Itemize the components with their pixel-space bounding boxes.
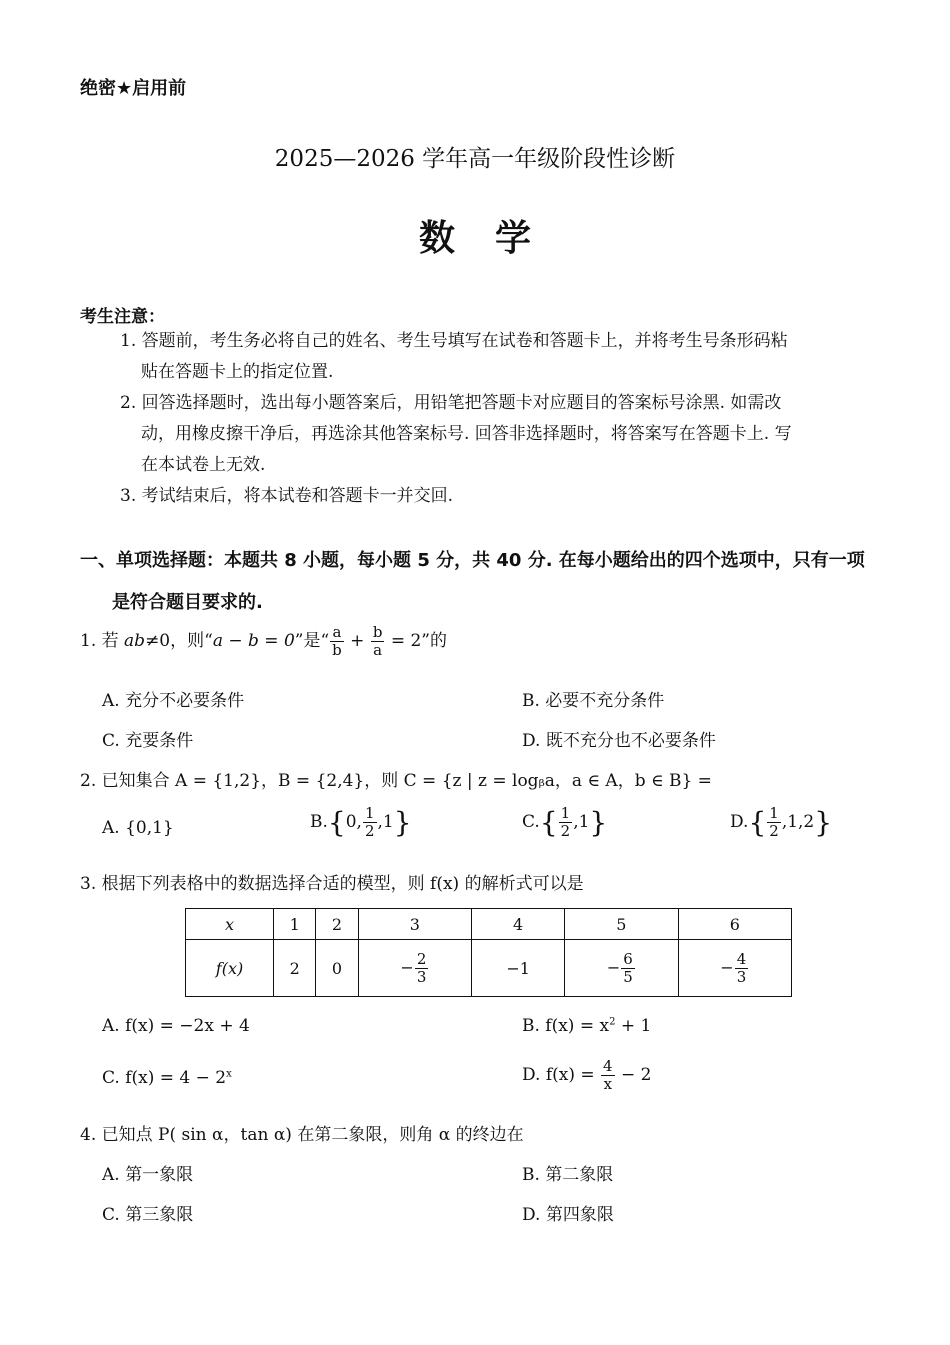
data-table <box>185 908 792 997</box>
section-heading-line2: 是符合题目要求的. <box>112 592 263 613</box>
q2-c-rbrace: } <box>589 806 608 839</box>
q3-c-a: C. f(x) = 4 − 2 <box>102 1068 227 1088</box>
table-cell: 2 <box>316 909 358 940</box>
q2-option-a: A. {0,1} <box>102 818 174 838</box>
q1-frac1-den: b <box>332 641 342 659</box>
q1-option-d: D. 既不充分也不必要条件 <box>522 731 716 751</box>
q2-d-label: D. <box>730 812 749 832</box>
q2-b-den: 2 <box>364 822 375 840</box>
cell-x-label: x <box>224 914 235 934</box>
q3-d-a: D. f(x) = <box>522 1065 601 1085</box>
cell-fraction <box>735 951 749 986</box>
table-cell: 6 <box>678 909 791 940</box>
q1-frac2-den: a <box>373 641 383 659</box>
q3-option-a: A. f(x) = −2x + 4 <box>102 1016 250 1036</box>
notice-item-1-cont: 贴在答题卡上的指定位置. <box>141 362 334 382</box>
q3-option-c <box>102 1068 232 1088</box>
q3-d-fraction <box>601 1058 615 1093</box>
q3-b-b: + 1 <box>615 1016 652 1036</box>
q1-text-b: ≠0，则“ <box>145 631 213 651</box>
table-cell: 1 <box>274 909 316 940</box>
q2-b-label: B. <box>310 812 328 832</box>
q2-b-rbrace: } <box>393 806 412 839</box>
confidential-label: 绝密★启用前 <box>80 78 187 99</box>
q2-c-num: 1 <box>560 804 571 822</box>
question-2: 2. 已知集合 A = {1,2}，B = {2,4}，则 C = {z | z = logᵦa，a ∈ A，b ∈ B} = <box>80 771 712 791</box>
cell-den: 3 <box>416 967 427 986</box>
cell-fraction <box>621 951 635 986</box>
table-cell <box>565 940 678 997</box>
q1-ab: ab <box>124 631 146 651</box>
q2-d-num: 1 <box>769 804 779 822</box>
q2-d-den: 2 <box>769 822 779 840</box>
q2-b-num: 1 <box>364 804 375 822</box>
cell-sign: − <box>400 957 414 977</box>
table-cell: 3 <box>358 909 471 940</box>
q2-b-fraction <box>363 805 377 840</box>
table-cell <box>186 940 274 997</box>
subject-title: 数学 <box>418 218 571 259</box>
q2-b-b: ,1 <box>377 812 394 832</box>
q4-option-c: C. 第三象限 <box>102 1205 194 1225</box>
q3-option-d <box>522 1058 651 1093</box>
table-cell <box>186 909 274 940</box>
q4-option-a: A. 第一象限 <box>102 1165 194 1185</box>
q1-plus: + <box>344 631 370 651</box>
question-4: 4. 已知点 P( sin α，tan α) 在第二象限，则角 α 的终边在 <box>80 1125 524 1145</box>
q2-c-lbrace: { <box>539 806 558 839</box>
q2-b-a: 0, <box>345 812 362 832</box>
q3-d-den: x <box>603 1075 613 1093</box>
cell-fraction <box>415 951 429 986</box>
q3-d-b: − 2 <box>615 1065 652 1085</box>
cell-sign: − <box>606 957 621 977</box>
q2-d-lbrace: { <box>748 806 767 839</box>
notice-item-2-cont2: 在本试卷上无效. <box>141 455 266 475</box>
q3-b-sup: 2 <box>609 1016 616 1028</box>
notice-heading: 考生注意： <box>80 307 165 327</box>
table-cell: 0 <box>316 940 358 997</box>
section-heading-line1: 一、单项选择题：本题共 8 小题，每小题 5 分，共 40 分. 在每小题给出的四个选项中，只有一项 <box>80 550 865 571</box>
cell-den: 5 <box>623 967 633 986</box>
cell-num: 2 <box>416 949 427 968</box>
notice-item-1: 1. 答题前，考生务必将自己的姓名、考生号填写在试卷和答题卡上，并将考生号条形码粘 <box>120 331 788 351</box>
q4-option-b: B. 第二象限 <box>522 1165 614 1185</box>
q1-option-b: B. 必要不充分条件 <box>522 691 665 711</box>
table-row <box>186 940 792 997</box>
q1-option-c: C. 充要条件 <box>102 731 194 751</box>
q4-option-d: D. 第四象限 <box>522 1205 614 1225</box>
q2-option-c <box>522 805 607 840</box>
q2-b-lbrace: { <box>327 806 346 839</box>
question-1 <box>80 624 447 659</box>
exam-title: 2025—2026 学年高一年级阶段性诊断 <box>274 146 676 172</box>
q2-d-b: ,1,2 <box>781 812 815 832</box>
section-heading <box>80 540 880 624</box>
table-cell: 2 <box>274 940 316 997</box>
cell-num: 4 <box>736 949 747 968</box>
cell-num: 6 <box>623 949 633 968</box>
q2-c-fraction <box>559 805 573 840</box>
q2-c-label: C. <box>522 812 540 832</box>
cell-den: 3 <box>736 967 747 986</box>
q2-option-d <box>730 805 832 840</box>
notice-item-2: 2. 回答选择题时，选出每小题答案后，用铅笔把答题卡对应题目的答案标号涂黑. 如需改 <box>120 393 782 413</box>
notice-item-3: 3. 考试结束后，将本试卷和答题卡一并交回. <box>120 486 454 506</box>
table-cell: 4 <box>472 909 565 940</box>
q2-c-den: 2 <box>560 822 571 840</box>
q1-text-c: ”是“ <box>294 631 330 651</box>
q2-d-fraction <box>767 805 781 840</box>
q1-option-a: A. 充分不必要条件 <box>102 691 245 711</box>
table-cell: 5 <box>565 909 678 940</box>
q1-fraction-2 <box>371 624 385 659</box>
q1-text-a: 1. 若 <box>80 631 125 651</box>
q1-fraction-1 <box>330 624 344 659</box>
cell-sign: − <box>720 957 734 977</box>
q1-condition: a − b = 0 <box>212 631 295 651</box>
notice-item-2-cont: 动，用橡皮擦干净后，再选涂其他答案标号. 回答非选择题时，将答案写在答题卡上. 写 <box>141 424 792 444</box>
q1-text-d: = 2”的 <box>385 631 447 651</box>
cell-fx-label: f(x) <box>215 958 244 978</box>
q1-frac2-num: b <box>372 623 383 641</box>
q3-option-b <box>522 1016 651 1036</box>
table-cell <box>678 940 791 997</box>
question-3: 3. 根据下列表格中的数据选择合适的模型，则 f(x) 的解析式可以是 <box>80 874 584 894</box>
q1-frac1-num: a <box>330 624 344 642</box>
q3-d-num: 4 <box>603 1057 613 1075</box>
q2-c-b: ,1 <box>573 812 590 832</box>
table-cell: −1 <box>472 940 565 997</box>
q2-option-b <box>310 805 412 840</box>
q3-b-a: B. f(x) = x <box>522 1016 610 1036</box>
table-cell <box>358 940 471 997</box>
q3-c-sup: x <box>226 1068 232 1080</box>
table-row <box>186 909 792 940</box>
q2-d-rbrace: } <box>814 806 833 839</box>
